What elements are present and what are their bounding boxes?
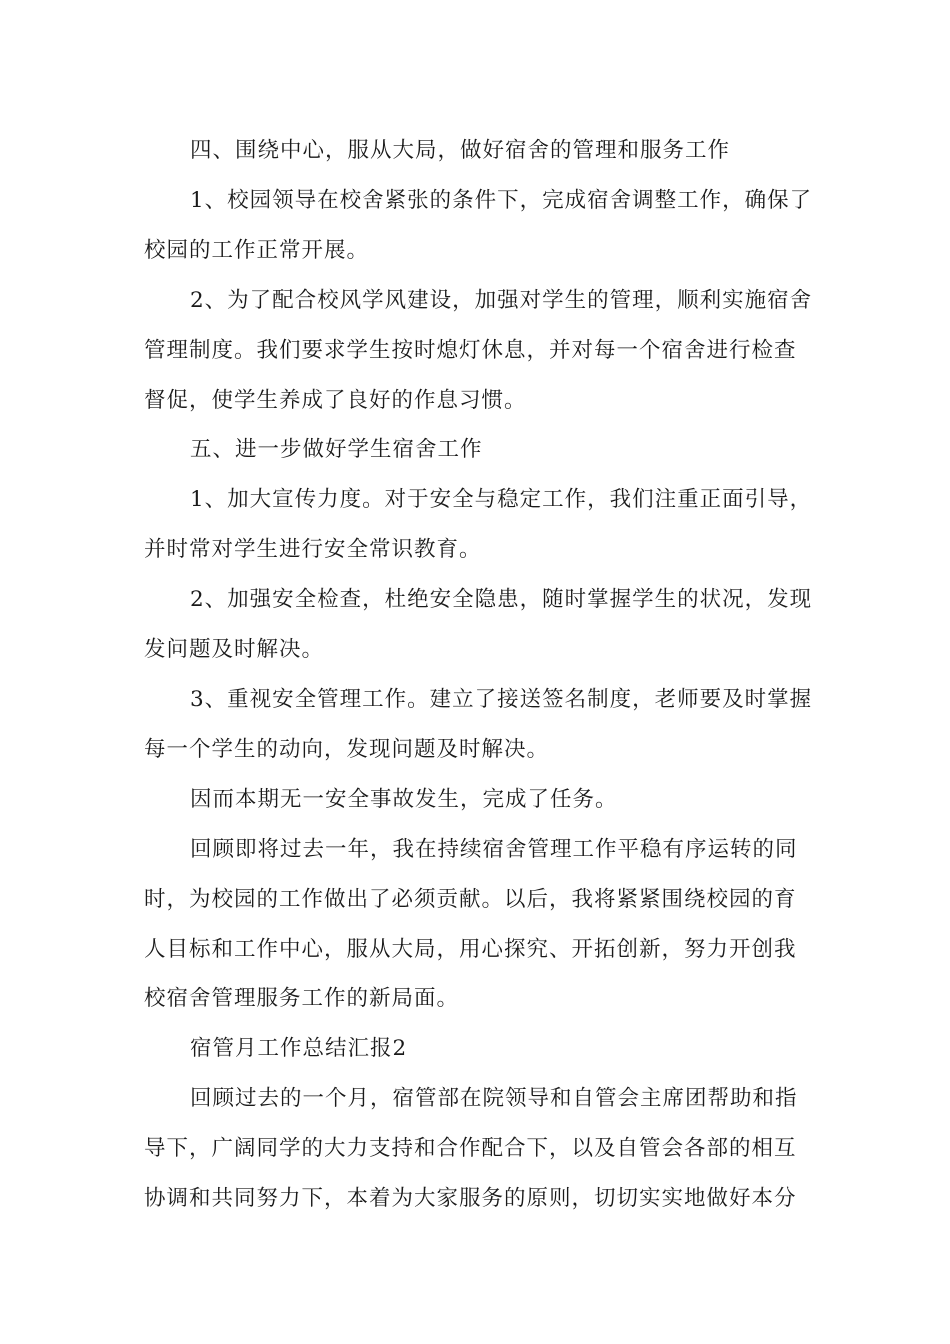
report-title: 宿管月工作总结汇报2 (190, 1036, 408, 1061)
paragraph-line: 管理制度。我们要求学生按时熄灯休息，并对每一个宿舍进行检查 (144, 338, 797, 363)
paragraph-line: 督促，使学生养成了良好的作息习惯。 (144, 388, 527, 413)
paragraph-line: 并时常对学生进行安全常识教育。 (144, 537, 482, 562)
section-heading-5: 五、进一步做好学生宿舍工作 (190, 437, 483, 462)
paragraph-line: 人目标和工作中心，服从大局，用心探究、开拓创新，努力开创我 (144, 937, 797, 962)
paragraph-line: 校园的工作正常开展。 (144, 238, 370, 263)
paragraph-line: 校宿舍管理服务工作的新局面。 (144, 986, 460, 1011)
paragraph-line: 导下，广阔同学的大力支持和合作配合下，以及自管会各部的相互 (144, 1136, 797, 1161)
section-heading-4: 四、围绕中心，服从大局，做好宿舍的管理和服务工作 (190, 138, 731, 163)
paragraph-line: 回顾过去的一个月，宿管部在院领导和自管会主席团帮助和指 (190, 1086, 798, 1111)
paragraph-line: 发问题及时解决。 (144, 637, 325, 662)
paragraph-line: 2、加强安全检查，杜绝安全隐患，随时掌握学生的状况，发现 (190, 587, 813, 612)
paragraph-line: 3、重视安全管理工作。建立了接送签名制度，老师要及时掌握 (190, 687, 813, 712)
paragraph-line: 时，为校园的工作做出了必须贡献。以后，我将紧紧围绕校园的育 (144, 887, 797, 912)
paragraph-line: 协调和共同努力下，本着为大家服务的原则，切切实实地做好本分 (144, 1186, 797, 1211)
paragraph-line: 回顾即将过去一年，我在持续宿舍管理工作平稳有序运转的同 (190, 837, 798, 862)
paragraph-line: 2、为了配合校风学风建设，加强对学生的管理，顺利实施宿舍 (190, 288, 813, 313)
paragraph-line: 1、校园领导在校舍紧张的条件下，完成宿舍调整工作，确保了 (190, 188, 813, 213)
paragraph-line: 因而本期无一安全事故发生，完成了任务。 (190, 787, 618, 812)
paragraph-line: 1、加大宣传力度。对于安全与稳定工作，我们注重正面引导， (190, 487, 813, 512)
paragraph-line: 每一个学生的动向，发现问题及时解决。 (144, 737, 550, 762)
